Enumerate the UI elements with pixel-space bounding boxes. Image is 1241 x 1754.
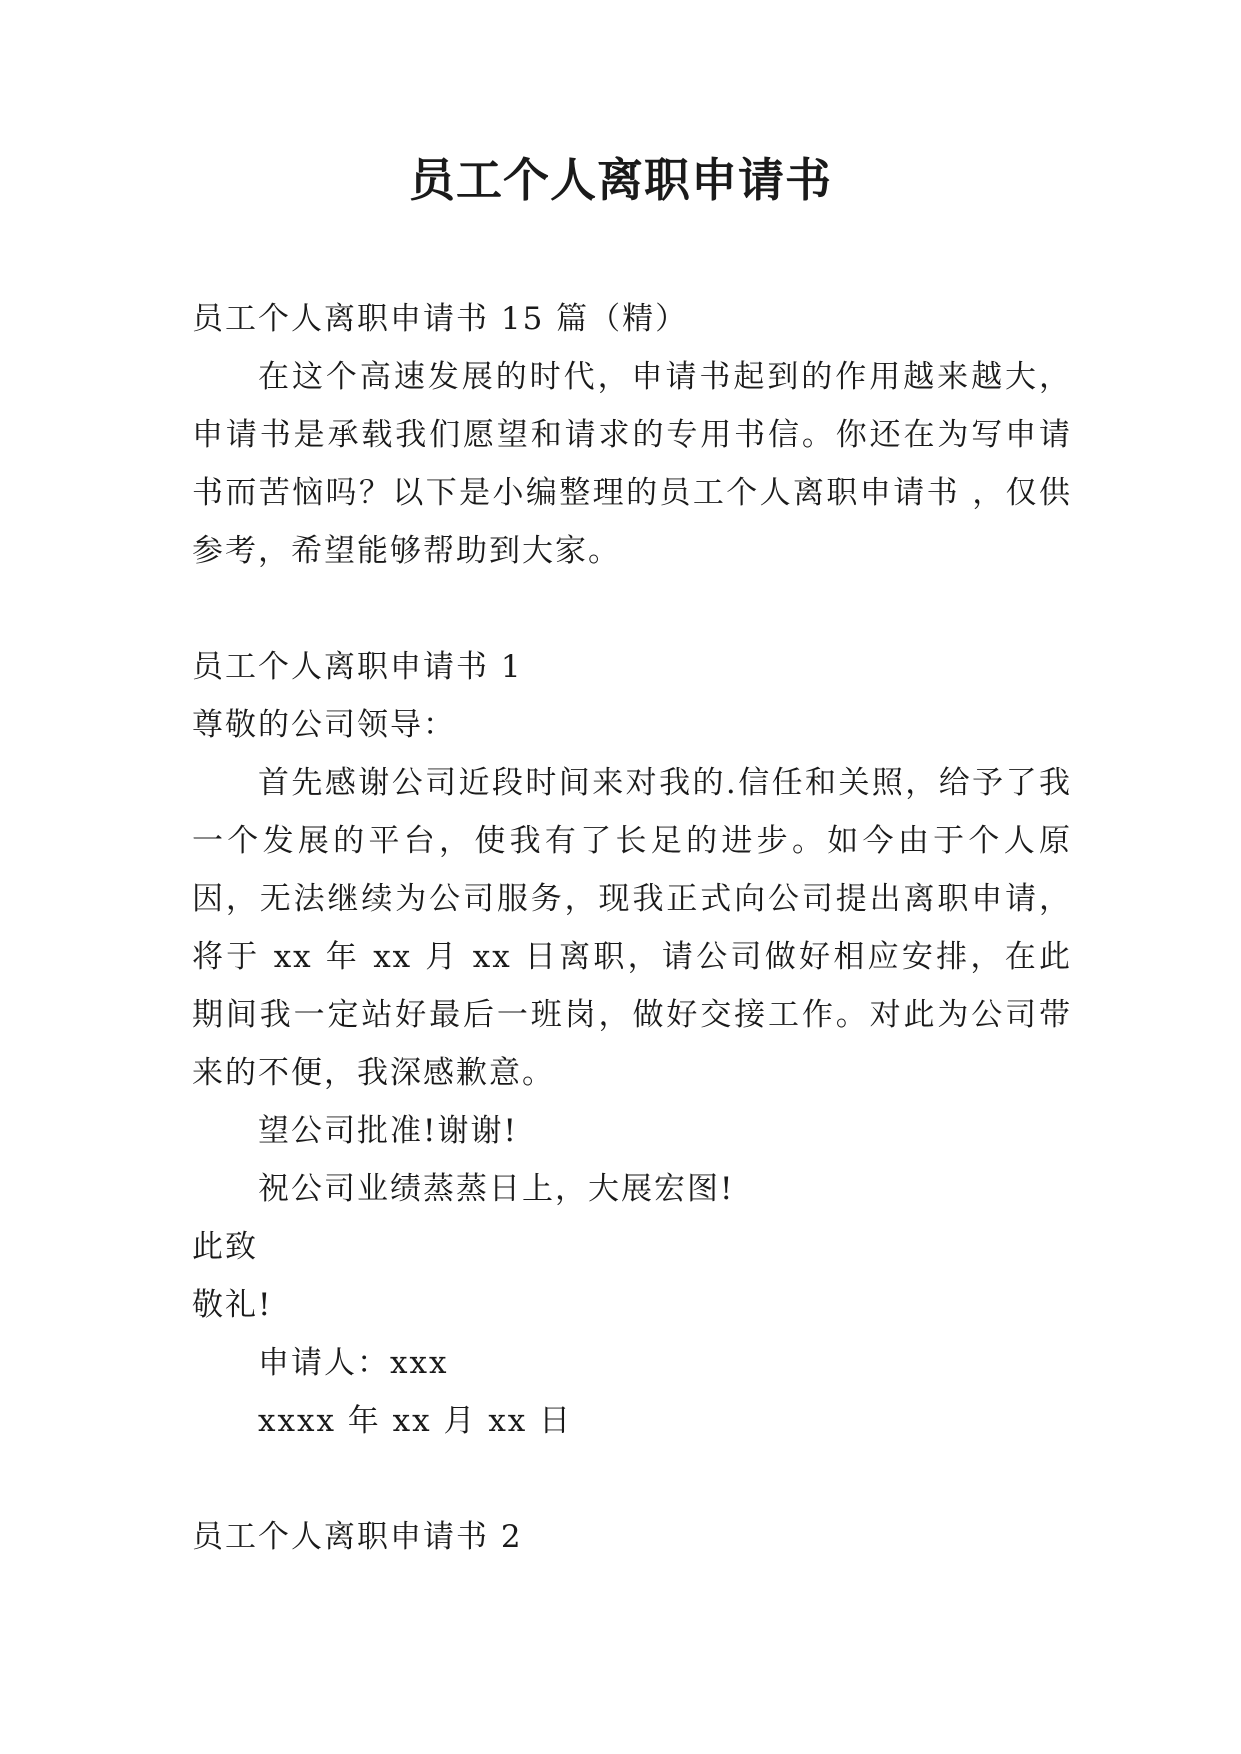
intro-paragraph: 在这个高速发展的时代，申请书起到的作用越来越大，申请书是承载我们愿望和请求的专用书信。你还在为写申请书而苦恼吗？以下是小编整理的员工个人离职申请书 ，仅供参考，希望能够帮助到大家。 xyxy=(192,359,1072,569)
letter-1-date: xxxx 年 xx 月 xx 日 xyxy=(258,1403,573,1439)
letter-1-request: 望公司批准!谢谢! xyxy=(258,1113,518,1149)
subtitle: 员工个人离职申请书 15 篇（精） xyxy=(192,301,689,337)
letter-1-applicant: 申请人：xxx xyxy=(258,1345,449,1381)
letter-1-salutation: 尊敬的公司领导： xyxy=(192,707,456,743)
spacer xyxy=(192,1450,1072,1508)
letter-1-wish: 祝公司业绩蒸蒸日上，大展宏图! xyxy=(258,1171,735,1207)
letter-1-body: 首先感谢公司近段时间来对我的.信任和关照，给予了我一个发展的平台，使我有了长足的进步。如今由于个人原因，无法继续为公司服务，现我正式向公司提出离职申请，将于 xx 年 xx 月 xx 日离职，请公司做好相应安排，在此期间我一定站好最后一班岗，做好交接工作。对此为公司带来的不便，我深感歉意。 xyxy=(192,765,1072,1091)
document-title: 员工个人离职申请书 xyxy=(409,153,832,207)
letter-1-heading: 员工个人离职申请书 1 xyxy=(192,649,523,685)
letter-1-closing-1: 此致 xyxy=(192,1229,258,1265)
letter-1-closing-2: 敬礼! xyxy=(192,1287,273,1323)
spacer xyxy=(192,580,1072,638)
letter-2-heading: 员工个人离职申请书 2 xyxy=(192,1519,523,1555)
document-body xyxy=(192,290,1072,1566)
